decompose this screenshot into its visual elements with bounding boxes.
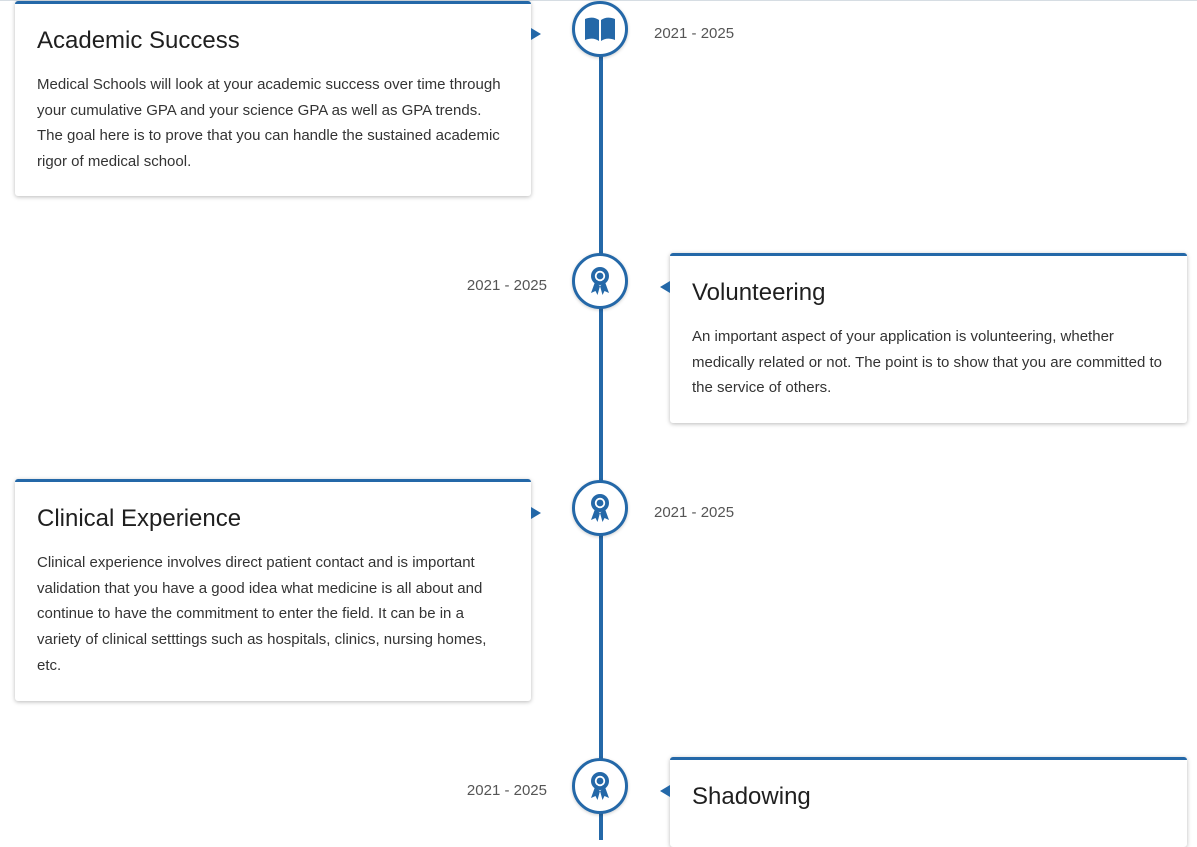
timeline-card-shadowing bbox=[670, 757, 1187, 847]
card-title: Clinical Experience bbox=[37, 505, 242, 532]
date-range: 2021 - 2025 bbox=[654, 504, 735, 521]
card-body: Clinical experience involves direct patient contact and is important validation that you have a good idea what medicine is all about and continue to have the commitment to enter the field. It can be in a variety of clinical setttings such as hospitals, clinics, nursing homes, etc. bbox=[37, 554, 487, 674]
card-pointer-arrow bbox=[531, 28, 541, 40]
card-title: Shadowing bbox=[692, 783, 811, 810]
card-title: Volunteering bbox=[692, 279, 826, 306]
book-icon bbox=[584, 16, 616, 42]
card-body: Medical Schools will look at your academic success over time through your cumulative GPA and your science GPA as well as GPA trends. The goal here is to prove that you can handle the sustained academic rigor of medical school. bbox=[37, 76, 501, 171]
card-title: Academic Success bbox=[37, 27, 240, 54]
timeline-node bbox=[572, 758, 628, 814]
card-pointer-arrow bbox=[660, 281, 670, 293]
award-ribbon-icon bbox=[588, 771, 612, 801]
date-range: 2021 - 2025 bbox=[466, 782, 547, 799]
timeline-card-volunteering bbox=[670, 253, 1187, 423]
timeline-card-clinical-experience bbox=[15, 479, 531, 701]
timeline-node bbox=[572, 1, 628, 57]
award-ribbon-icon bbox=[588, 266, 612, 296]
timeline-node bbox=[572, 253, 628, 309]
timeline-line bbox=[599, 40, 603, 840]
timeline-node bbox=[572, 480, 628, 536]
award-ribbon-icon bbox=[588, 493, 612, 523]
timeline-card-academic-success bbox=[15, 1, 531, 196]
card-pointer-arrow bbox=[660, 785, 670, 797]
card-pointer-arrow bbox=[531, 507, 541, 519]
card-body: An important aspect of your application is volunteering, whether medically related or not. The point is to show that you are committed to the service of others. bbox=[692, 328, 1162, 397]
date-range: 2021 - 2025 bbox=[466, 277, 547, 294]
date-range: 2021 - 2025 bbox=[654, 25, 735, 42]
